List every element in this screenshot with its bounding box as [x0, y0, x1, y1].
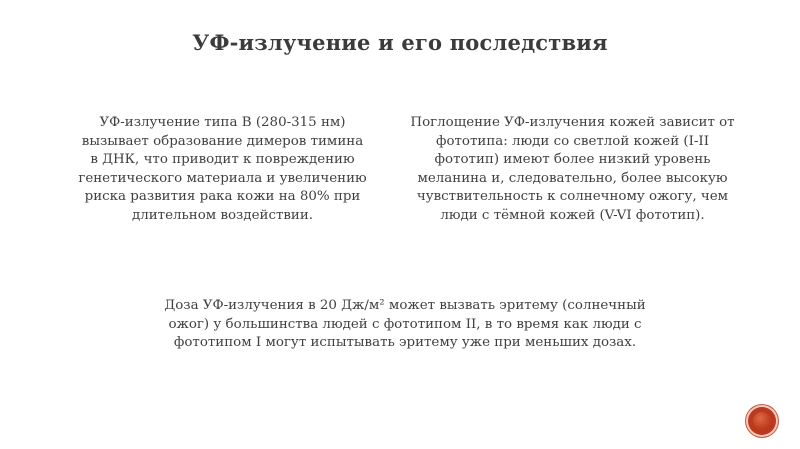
- right-text-block: Поглощение УФ-излучения кожей зависит от фототипа: люди со светлой кожей (I-II фототип) имеют более низкий уровень меланина и, следовательно, более высокую чувствительность к солнечному ожогу, чем люди с тёмной кожей (V-VI фототип).: [410, 115, 735, 223]
- left-text-block: УФ-излучение типа В (280-315 нм) вызывает образование димеров тимина в ДНК, что приводит к повреждению генетического материала и увеличению риска развития рака кожи на 80% при длительном воздействии.: [78, 115, 367, 223]
- nav-button-inner: [753, 412, 771, 430]
- bottom-text-block: Доза УФ-излучения в 20 Дж/м² может вызвать эритему (солнечный ожог) у большинства людей с фототипом II, в то время как люди с фототипом I могут испытывать эритему уже при меньших дозах.: [164, 298, 646, 351]
- slide-title: УФ-излучение и его последствия: [192, 30, 608, 55]
- slide-nav-circle-icon[interactable]: [748, 407, 776, 435]
